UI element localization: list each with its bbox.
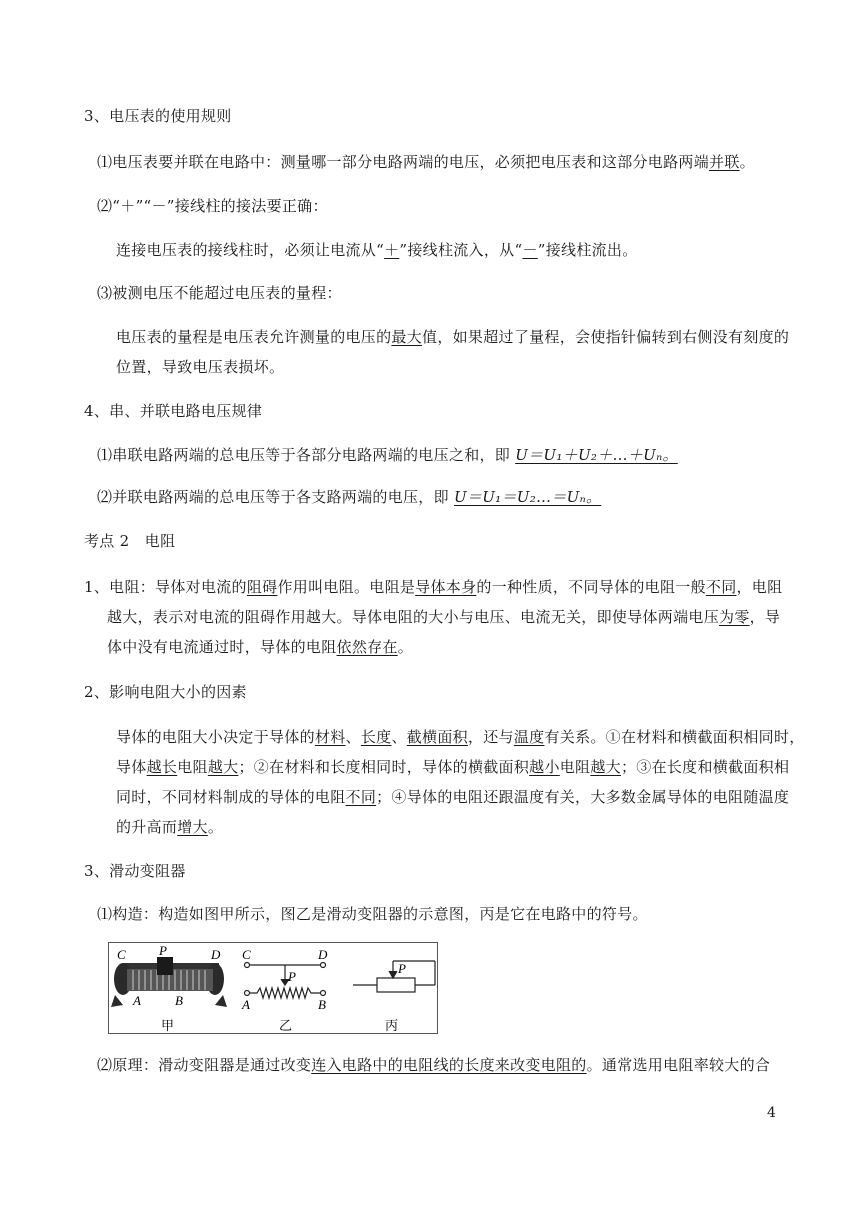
- rheostat-diagram: [109, 943, 439, 1035]
- rule-3-text-2: 位置，导致电压表损坏。: [116, 358, 285, 376]
- label-c-1: C: [117, 947, 126, 962]
- page-number: 4: [767, 1105, 776, 1121]
- rheostat-title: 3、滑动变阻器: [84, 862, 186, 880]
- resistance-def-3: 体中没有电流通过时，导体的电阻依然存在。: [107, 638, 414, 656]
- rule-1: ⑴电压表要并联在电路中：测量哪一部分电路两端的电压，必须把电压表和这部分电路两端并联。: [97, 153, 755, 171]
- rule-3-title: ⑶被测电压不能超过电压表的量程：: [97, 284, 342, 302]
- label-c-2: C: [242, 947, 251, 962]
- factors-text-2: 导体越长电阻越大；②在材料和长度相同时，导体的横截面积越小电阻越大；③在长度和横截面积相: [116, 758, 790, 776]
- rule-2-title: ⑵“＋”“－”接线柱的接法要正确：: [97, 197, 328, 215]
- topic-2-heading: 考点 2 电阻: [84, 532, 176, 550]
- rheostat-structure: ⑴构造：构造如图甲所示，图乙是滑动变阻器的示意图，丙是它在电路中的符号。: [97, 905, 648, 923]
- label-a-1: A: [133, 993, 141, 1008]
- factors-title: 2、影响电阻大小的因素: [84, 683, 247, 701]
- rheostat-photo: [111, 957, 227, 1007]
- rule-2-text: 连接电压表的接线柱时，必须让电流从“＋”接线柱流入，从“－”接线柱流出。: [116, 241, 638, 259]
- label-a-2: A: [242, 997, 250, 1012]
- rheostat-symbol: [353, 961, 435, 992]
- caption-jia: 甲: [161, 1019, 175, 1034]
- label-p-3: P: [398, 961, 406, 976]
- label-b-1: B: [175, 993, 183, 1008]
- rheostat-schematic: [245, 963, 326, 999]
- section-3-title: 3、电压表的使用规则: [84, 107, 232, 125]
- factors-text-1: 导体的电阻大小决定于导体的材料、长度、截横面积，还与温度有关系。①在材料和横截面积相同时，: [116, 728, 805, 746]
- factors-text-4: 的升高而增大。: [116, 818, 224, 836]
- label-p-1: P: [159, 943, 167, 958]
- label-d-1: D: [211, 947, 221, 962]
- factors-text-3: 同时，不同材料制成的导体的电阻不同；④导体的电阻还跟温度有关，大多数金属导体的电阻随温度: [116, 788, 790, 806]
- parallel-rule: ⑵并联电路两端的总电压等于各支路两端的电压，即 U＝U₁＝U₂…＝Uₙ。: [97, 488, 602, 506]
- series-rule: ⑴串联电路两端的总电压等于各部分电路两端的电压之和，即 U＝U₁＋U₂＋…＋Uₙ。: [97, 446, 678, 464]
- resistance-def-1: 1、电阻：导体对电流的阻碍作用叫电阻。电阻是导体本身的一种性质，不同导体的电阻一般不同，电阻: [84, 578, 783, 596]
- resistance-def-2: 越大，表示对电流的阻碍作用越大。导体电阻的大小与电压、电流无关，即使导体两端电压为零，导: [107, 608, 781, 626]
- caption-bing: 丙: [385, 1019, 399, 1034]
- label-d-2: D: [318, 947, 328, 962]
- caption-yi: 乙: [279, 1019, 293, 1034]
- rheostat-figure: [108, 942, 438, 1034]
- label-b-2: B: [318, 997, 326, 1012]
- label-p-2: P: [288, 969, 296, 984]
- section-4-title: 4、串、并联电路电压规律: [84, 402, 263, 420]
- rule-3-text-1: 电压表的量程是电压表允许测量的电压的最大值，如果超过了量程，会使指针偏转到右侧没有刻度的: [116, 328, 790, 346]
- rheostat-principle: ⑵原理：滑动变阻器是通过改变连入电路中的电阻线的长度来改变电阻的。通常选用电阻率较大的合: [97, 1056, 771, 1074]
